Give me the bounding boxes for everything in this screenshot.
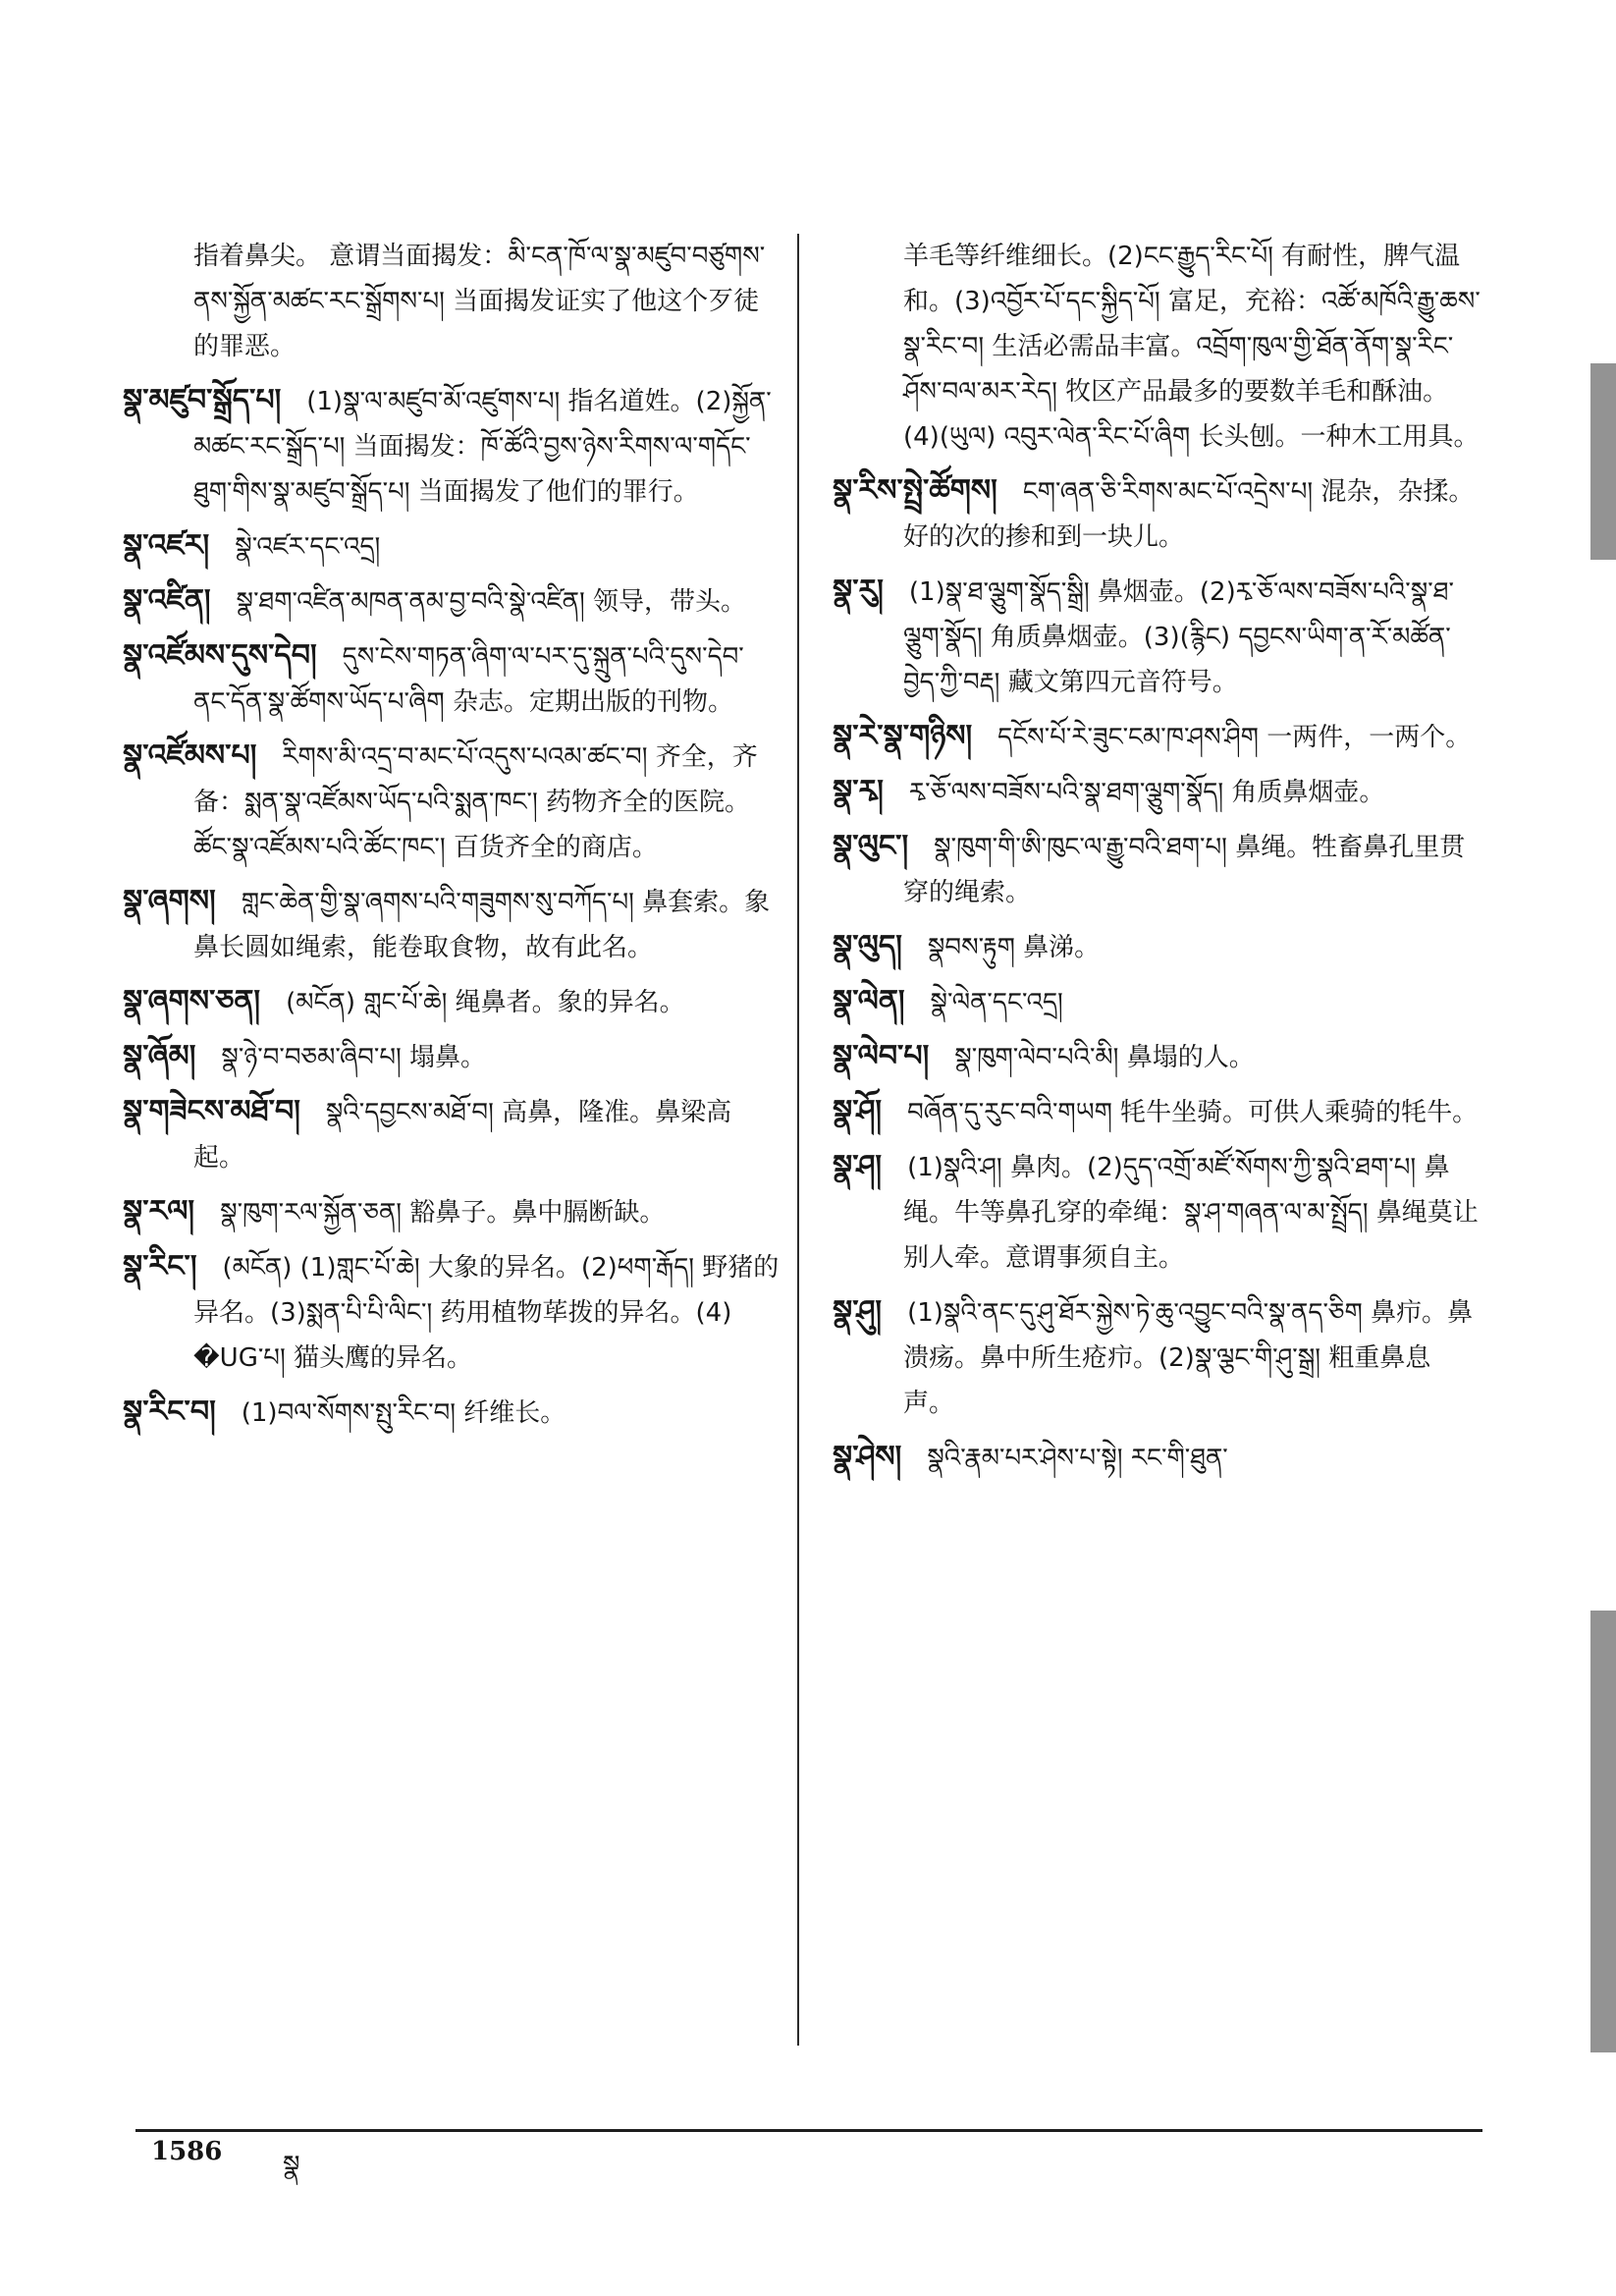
headword: སྣ་ཤ། (833, 1149, 883, 1183)
entry (123, 734, 781, 870)
entry (123, 578, 781, 625)
entry-text: སྣབས་རྟུག 鼻涕。 (927, 933, 1101, 962)
entry-text: རྭ་ཅོ་ལས་བཟོས་པའི་སྣ་ཐག་ལྕུག་སྣོད། 角质鼻烟壶。 (908, 778, 1385, 807)
column-divider (797, 234, 799, 2046)
entry-text: གླང་ཆེན་གྱི་སྣ་ཞགས་པའི་གཟུགས་སུ་བཀོད་པ། 鼻套索。象鼻长圆如绳索，能卷取食物，故有此名。 (193, 888, 771, 962)
entry-text: རིགས་མི་འདྲ་བ་མང་པོ་འདུས་པའམ་ཚང་བ། 齐全，齐备：སྨན་སྣ་འཛོམས་ཡོད་པའི་སྨན་ཁང་། 药物齐全的医院。ཚོང་སྣ་འཛོམས་པའི་ཚོང་ཁང་། 百货齐全的商店。 (193, 742, 758, 862)
scan-edge-mark (1590, 1611, 1616, 2052)
entry-text: (1)སྣའི་ཤ། 鼻肉。(2)དུད་འགྲོ་མཛོ་སོགས་ཀྱི་སྣའི་ཐག་པ། 鼻绳。牛等鼻孔穿的牵绳：སྣ་ཤ་གཞན་ལ་མ་སྤྲོད། 鼻绳莫让别人牵。意谓事须自主。 (903, 1153, 1479, 1273)
headword: སྣ་རིང་། (123, 1249, 197, 1284)
entry-text: (མངོན) གླང་པོ་ཆེ། 绳鼻者。象的异名。 (286, 988, 685, 1017)
left-column (123, 234, 781, 1445)
entry-text: (མངོན) (1)གླང་པོ་ཆེ། 大象的异名。(2)ཕག་རྒོད། 野猪的异名。(3)སྨན་པི་པི་ལིང་། 药用植物荜拨的异名。(4) �UG་པ། 猫头鹰的异名。 (193, 1253, 780, 1373)
headword: སྣ་རུ། (833, 574, 884, 608)
entry-text: སྣ་ཁུག་རལ་སྐྱོན་ཅན། 豁鼻子。鼻中膈断缺。 (220, 1198, 666, 1228)
entry-text: བཞོན་དུ་རུང་བའི་གཡག 牦牛坐骑。可供人乘骑的牦牛。 (907, 1098, 1479, 1127)
entry-text: སྣ་ཁུག་ལེབ་པའི་མི། 鼻塌的人。 (954, 1043, 1255, 1072)
entry-text: སྣ་ཉེ་བ་བཅམ་ཞིབ་པ། 塌鼻。 (221, 1043, 487, 1072)
entry (833, 714, 1481, 760)
headword: སྣ་གཟེངས་མཐོ་བ། (123, 1094, 300, 1128)
headword: སྣ་འཛོམས་དུས་དེབ། (123, 638, 317, 673)
entry (123, 378, 781, 515)
entry-text: སྣ་ཁུག་གི་ཨི་ཁུང་ལ་རྒྱུ་བའི་ཐག་པ། 鼻绳。牲畜鼻孔里贯穿的绳索。 (903, 833, 1466, 907)
headword: སྣ་རྭ། (833, 774, 884, 808)
entry-text: སྣེ་ལེན་དང་འདྲ། (930, 988, 1063, 1017)
right-column (833, 234, 1481, 1490)
headword: སྣ་རལ། (123, 1194, 195, 1229)
entry (123, 1189, 781, 1235)
entry (833, 1089, 1481, 1135)
entry (123, 1244, 781, 1381)
entry (123, 1089, 781, 1180)
entry (833, 1034, 1481, 1080)
headword: སྣ་མཛུབ་སྒྲོད་པ། (123, 383, 282, 417)
entry (833, 1144, 1481, 1281)
entry (123, 234, 781, 369)
entry (833, 569, 1481, 705)
headword: སྣ་འཛོམས་པ། (123, 738, 257, 773)
scan-edge-mark (1590, 363, 1616, 560)
entry-text: དངོས་པོ་རེ་ཟུང་ངམ་ཁ་ཤས་ཤིག 一两件，一两个。 (997, 723, 1472, 752)
entry (123, 523, 781, 570)
entry-text: 羊毛等纤维细长。(2)ངང་རྒྱུད་རིང་པོ། 有耐性，脾气温和。(3)འབྱོར་པོ་དང་སྐྱིད་པོ། 富足，充裕：འཚོ་མཁོའི་རྒྱུ་ཆས་སྣ་རིང་བ། 生活必需品丰富。འབྲོག་ཁུལ་གྱི་ཐོན་ནོག་སྣ་རིང་ཤོས་བལ་མར་རེད། 牧区产品最多的要数羊毛和酥油。(4)(ཡུལ) འབུར་ལེན་རིང་པོ་ཞིག 长头刨。一种木工用具。 (903, 242, 1481, 452)
entry (123, 633, 781, 725)
headword: སྣ་ཞོམ། (123, 1039, 196, 1073)
headword: སྣ་ཞགས། (123, 884, 216, 918)
headword: སྣ་ཤོ། (833, 1094, 883, 1128)
entry-text: དུས་ངེས་གཏན་ཞིག་ལ་པར་དུ་སྐྲུན་པའི་དུས་དེབ་ནང་དོན་སྣ་ཚོགས་ཡོད་པ་ཞིག 杂志。定期出版的刊物。 (193, 642, 744, 717)
entry (833, 234, 1481, 460)
entry (123, 979, 781, 1025)
headword: སྣ་ལེན། (833, 984, 905, 1018)
footer-rule (135, 2129, 1482, 2132)
entry-text: སྣེ་འཛར་དང་འདྲ། (235, 532, 381, 562)
entry (123, 1034, 781, 1080)
entry-text: (1)སྣ་ལ་མཛུབ་མོ་འཛུགས་པ། 指名道姓。(2)སྐྱོན་མཚང་རང་སྒྲོད་པ། 当面揭发：ཁོ་ཚོའི་བྱས་ཉེས་རིགས་ལ་གདོང་ཐུག་གིས་སྣ་མཛུབ་སྒྲོད་པ། 当面揭发了他们的罪行。 (193, 387, 772, 507)
headword: སྣ་འཛིན། (123, 583, 211, 618)
entry (833, 824, 1481, 915)
headword: སྣ་རིས་སྤྲེ་ཚོགས། (833, 473, 997, 508)
entry-text: (1)སྣ་ཐ་ལྕུག་སྣོད་སྒྲི། 鼻烟壶。(2)རྭ་ཅོ་ལས་བཟོས་པའི་སྣ་ཐ་ལྕུག་སྣོད། 角质鼻烟壶。(3)(རྙིང) དབྱངས་ཡིག་ན་རོ་མཚོན་བྱེད་ཀྱི་བརྡ། 藏文第四元音符号。 (903, 577, 1454, 697)
headword: སྣ་ལུང་། (833, 829, 909, 863)
entry-text: སྣ་ཐག་འཛིན་མཁན་ནམ་བྱ་བའི་སྣེ་འཛིན། 领导，带头。 (236, 587, 747, 617)
entry-text: སྣའི་དབྱངས་མཐོ་བ། 高鼻，隆准。鼻梁高起。 (193, 1098, 732, 1173)
entry (123, 879, 781, 970)
entry-text: (1)བལ་སོགས་སྤུ་རིང་བ། 纤维长。 (241, 1398, 566, 1428)
entry-text: སྣའི་རྣམ་པར་ཤེས་པ་སྟེ། རང་གི་ཐུན་ (927, 1444, 1228, 1473)
entry (833, 924, 1481, 970)
section-letter: སྣ (283, 2151, 300, 2180)
headword: སྣ་ཤུ། (833, 1294, 883, 1329)
entry-text: 指着鼻尖。 意谓当面揭发：མི་ངན་ཁོ་ལ་སྣ་མཛུབ་བཙུགས་ནས་སྐྱོན་མཚང་རང་སྒྲོགས་པ། 当面揭发证实了他这个歹徒的罪恶。 (193, 242, 766, 361)
entry-text: (1)སྣའི་ནང་དུ་ཤུ་ཐོར་སྐྱེས་ཏེ་ཆུ་འབྱུང་བའི་སྣ་ནད་ཅིག 鼻疖。鼻溃疡。鼻中所生疮疖。(2)སྣ་ལྕང་གི་ཤུ་སྒྲ། 粗重鼻息声。 (903, 1298, 1474, 1418)
entry-text: ངག་ཞན་ཅི་རིགས་མང་པོ་འདྲེས་པ། 混杂，杂揉。好的次的掺和到一块儿。 (903, 477, 1475, 552)
headword: སྣ་རིང་བ། (123, 1394, 216, 1429)
headword: སྣ་ལེབ་པ། (833, 1039, 930, 1073)
entry (833, 769, 1481, 815)
page-number: 1586 (151, 2137, 223, 2166)
entry (833, 1435, 1481, 1481)
headword: སྣ་ཤེས། (833, 1440, 902, 1474)
headword: སྣ་ཞགས་ཅན། (123, 984, 261, 1018)
headword: སྣ་ལུད། (833, 929, 902, 963)
entry (833, 468, 1481, 560)
headword: སྣ་རེ་སྣ་གཉིས། (833, 719, 973, 753)
headword: སྣ་འཛར། (123, 528, 210, 563)
entry (123, 1390, 781, 1436)
entry (833, 979, 1481, 1025)
entry (833, 1289, 1481, 1426)
